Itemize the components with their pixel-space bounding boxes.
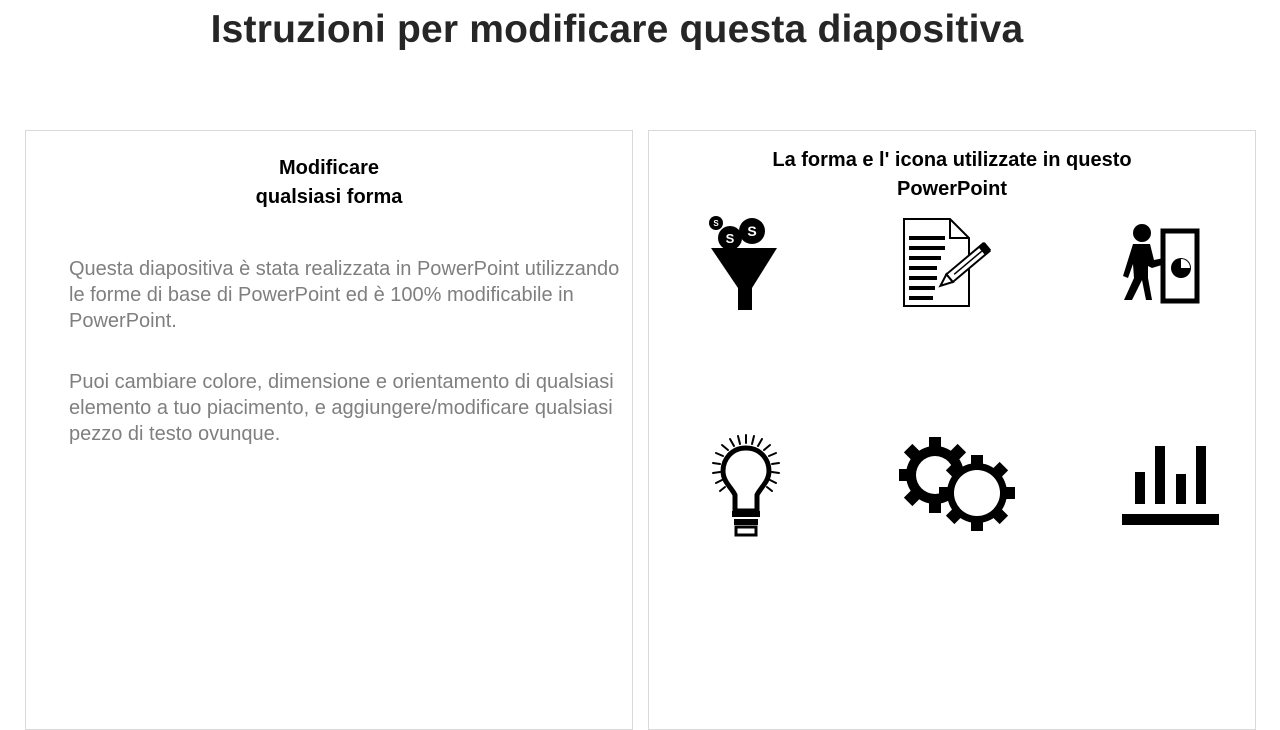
coin-label: S xyxy=(747,223,757,239)
panel-heading xyxy=(649,146,1255,204)
presenter-chart-icon xyxy=(1118,222,1202,304)
panel-heading-line2: qualsiasi forma xyxy=(255,186,403,208)
instruction-paragraph-1: Questa diapositiva è stata realizzata in PowerPoint utilizzando le forme di base di PowerPoint ed è 100% modificabile in PowerPoint. xyxy=(69,258,620,332)
panel-heading-line1: Modificare xyxy=(278,157,380,179)
document-pencil-icon xyxy=(899,216,999,310)
coin-label: S xyxy=(725,231,735,246)
edit-instructions-panel xyxy=(25,130,633,730)
instruction-paragraph-2: Puoi cambiare colore, dimensione e orientamento di qualsiasi elemento a tuo piacimento, e aggiungere/modificare qualsiasi pezzo di testo ovunque. xyxy=(69,371,614,445)
panel-heading xyxy=(26,154,632,212)
coin-label: S xyxy=(713,219,719,228)
money-funnel-icon xyxy=(706,214,782,312)
gears-icon xyxy=(899,437,1017,533)
panel-heading-line2: PowerPoint xyxy=(896,178,1007,200)
bar-chart-icon xyxy=(1120,444,1222,528)
panel-heading-line1: La forma e l' icona utilizzate in questo xyxy=(772,149,1132,171)
slide-title: Istruzioni per modificare questa diapositiva xyxy=(210,8,1024,51)
lightbulb-icon xyxy=(706,433,788,539)
